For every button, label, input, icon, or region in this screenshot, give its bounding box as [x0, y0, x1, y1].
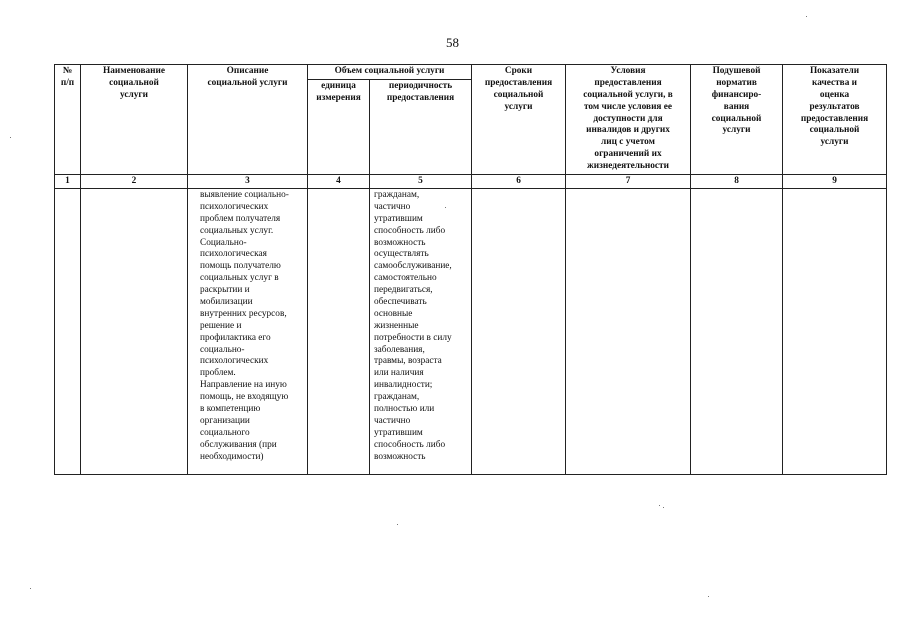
cell-service-conditions: [566, 189, 691, 475]
header-number: № п/п: [55, 65, 81, 175]
cell-service-terms: [472, 189, 566, 475]
scan-speck: [659, 505, 660, 506]
cell-number: [55, 189, 81, 475]
column-number: 5: [370, 175, 472, 189]
cell-service-description: выявление социально- психологических проблем получателя социальных услуг. Социально- психологическая помощь получателю социальных услуг в раскрытии и мобилизации внутренних ресурсов, решение и профилактика его социально- психологических проблем. Направление на иную помощь, не входящую в компетенцию организации социального обслуживания (при необходимости): [188, 189, 308, 475]
cell-quality-indicators: [783, 189, 887, 475]
scan-speck: [445, 207, 446, 208]
header-service-terms: Сроки предоставления социальной услуги: [472, 65, 566, 175]
social-services-table: [54, 64, 887, 475]
header-quality-indicators: Показатели качества и оценка результатов предоставления социальной услуги: [783, 65, 887, 175]
cell-unit: [308, 189, 370, 475]
cell-periodicity: гражданам, частично утратившим способность либо возможность осуществлять самообслуживание, самостоятельно передвигаться, обеспечивать основные жизненные потребности в силу заболевания, травмы, возраста или наличия инвалидности; гражданам, полностью или частично утратившим способность либо возможность: [370, 189, 472, 475]
header-service-conditions: Условия предоставления социальной услуги, в том числе условия ее доступности для инвалидов и других лиц с учетом ограничений их жизнедеятельности: [566, 65, 691, 175]
cell-service-name: [81, 189, 188, 475]
page-number: 58: [446, 35, 459, 50]
column-number: 1: [55, 175, 81, 189]
column-number: 4: [308, 175, 370, 189]
column-number: 3: [188, 175, 308, 189]
scan-speck: [663, 507, 664, 508]
scan-speck: [10, 137, 11, 138]
scan-speck: [806, 16, 807, 17]
column-number-row: [55, 175, 887, 189]
column-number: 2: [81, 175, 188, 189]
header-financing-norm: Подушевой норматив финансиро- вания социальной услуги: [691, 65, 783, 175]
column-number: 9: [783, 175, 887, 189]
column-number: 7: [566, 175, 691, 189]
scan-speck: [397, 524, 398, 525]
header-service-description: Описание социальной услуги: [188, 65, 308, 175]
header-service-name: Наименование социальной услуги: [81, 65, 188, 175]
header-service-volume: Объем социальной услуги: [308, 65, 472, 80]
column-number: 6: [472, 175, 566, 189]
scan-speck: [708, 596, 709, 597]
column-number: 8: [691, 175, 783, 189]
table-row: [55, 189, 887, 475]
header-unit: единица измерения: [308, 79, 370, 174]
header-periodicity: периодичность предоставления: [370, 79, 472, 174]
scan-speck: [30, 588, 31, 589]
cell-financing-norm: [691, 189, 783, 475]
